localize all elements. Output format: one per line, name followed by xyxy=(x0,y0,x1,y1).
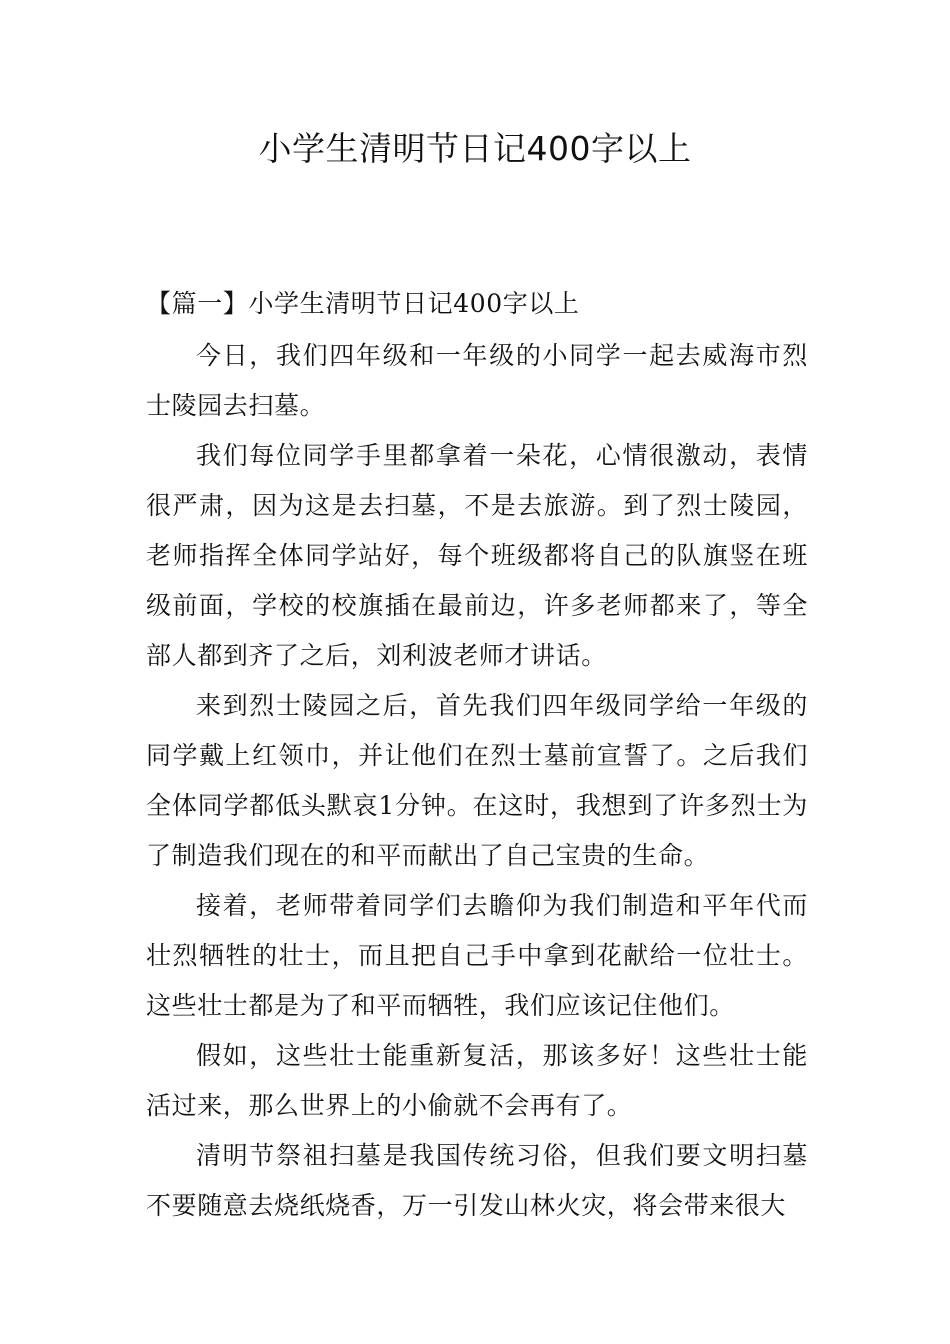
paragraph-4: 接着，老师带着同学们去瞻仰为我们制造和平年代而壮烈牺牲的壮士，而且把自己手中拿到花献给一位壮士。这些壮士都是为了和平而牺牲，我们应该记住他们。 xyxy=(146,891,808,1020)
document-title: 小学生清明节日记400字以上 xyxy=(258,129,692,168)
document-body xyxy=(146,279,808,1231)
paragraph-1: 今日，我们四年级和一年级的小同学一起去威海市烈士陵园去扫墓。 xyxy=(146,341,808,420)
paragraph-3: 来到烈士陵园之后，首先我们四年级同学给一年级的同学戴上红领巾，并让他们在烈士墓前宣誓了。之后我们全体同学都低头默哀1分钟。在这时，我想到了许多烈士为了制造我们现在的和平而献出了自己宝贵的生命。 xyxy=(146,691,808,870)
section-heading: 【篇一】小学生清明节日记400字以上 xyxy=(146,289,580,318)
paragraph-5: 假如，这些壮士能重新复活，那该多好！这些壮士能活过来，那么世界上的小偷就不会再有了。 xyxy=(146,1041,808,1120)
paragraph-2: 我们每位同学手里都拿着一朵花，心情很激动，表情很严肃，因为这是去扫墓，不是去旅游。到了烈士陵园，老师指挥全体同学站好，每个班级都将自己的队旗竖在班级前面，学校的校旗插在最前边，许多老师都来了，等全部人都到齐了之后，刘利波老师才讲话。 xyxy=(146,441,808,670)
paragraph-6: 清明节祭祖扫墓是我国传统习俗，但我们要文明扫墓不要随意去烧纸烧香，万一引发山林火灾，将会带来很大 xyxy=(146,1141,808,1220)
